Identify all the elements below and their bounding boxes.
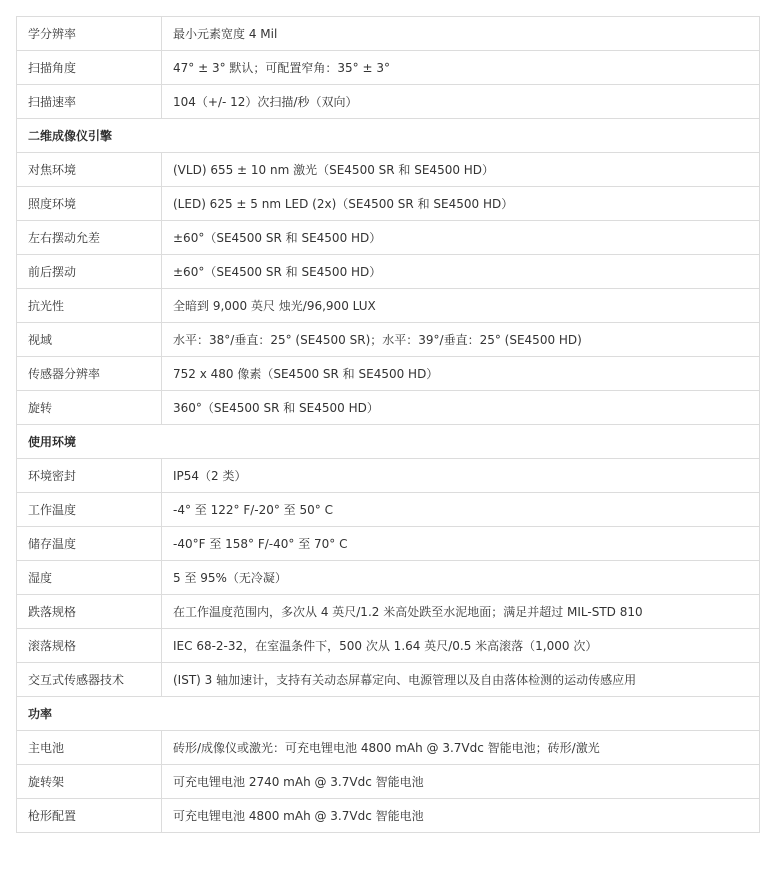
spec-value: 5 至 95%（无冷凝） bbox=[162, 561, 760, 595]
spec-row bbox=[17, 731, 760, 765]
spec-row bbox=[17, 765, 760, 799]
spec-label: 照度环境 bbox=[17, 187, 162, 221]
spec-label: 前后摆动 bbox=[17, 255, 162, 289]
spec-row bbox=[17, 51, 760, 85]
spec-label: 旋转架 bbox=[17, 765, 162, 799]
spec-value: 47° ± 3° 默认；可配置窄角：35° ± 3° bbox=[162, 51, 760, 85]
spec-label: 旋转 bbox=[17, 391, 162, 425]
spec-label: 对焦环境 bbox=[17, 153, 162, 187]
spec-row bbox=[17, 323, 760, 357]
spec-label: 湿度 bbox=[17, 561, 162, 595]
spec-value: ±60°（SE4500 SR 和 SE4500 HD） bbox=[162, 255, 760, 289]
spec-value: 104（+/- 12）次扫描/秒（双向） bbox=[162, 85, 760, 119]
spec-row bbox=[17, 493, 760, 527]
spec-row bbox=[17, 85, 760, 119]
spec-label: 视域 bbox=[17, 323, 162, 357]
spec-label: 左右摆动允差 bbox=[17, 221, 162, 255]
spec-value: 全暗到 9,000 英尺 烛光/96,900 LUX bbox=[162, 289, 760, 323]
spec-label: 储存温度 bbox=[17, 527, 162, 561]
section-title: 二维成像仪引擎 bbox=[17, 119, 760, 153]
spec-label: 主电池 bbox=[17, 731, 162, 765]
spec-row bbox=[17, 629, 760, 663]
spec-row bbox=[17, 391, 760, 425]
spec-label: 跌落规格 bbox=[17, 595, 162, 629]
spec-label: 交互式传感器技术 bbox=[17, 663, 162, 697]
spec-value: 可充电锂电池 4800 mAh @ 3.7Vdc 智能电池 bbox=[162, 799, 760, 833]
section-header-row bbox=[17, 119, 760, 153]
spec-value: (IST) 3 轴加速计，支持有关动态屏幕定向、电源管理以及自由落体检测的运动传感应用 bbox=[162, 663, 760, 697]
section-title: 使用环境 bbox=[17, 425, 760, 459]
section-title: 功率 bbox=[17, 697, 760, 731]
spec-table bbox=[16, 16, 760, 833]
section-header-row bbox=[17, 697, 760, 731]
spec-label: 枪形配置 bbox=[17, 799, 162, 833]
spec-row bbox=[17, 17, 760, 51]
spec-row bbox=[17, 255, 760, 289]
spec-label: 抗光性 bbox=[17, 289, 162, 323]
spec-row bbox=[17, 799, 760, 833]
spec-value: 最小元素宽度 4 Mil bbox=[162, 17, 760, 51]
spec-label: 扫描速率 bbox=[17, 85, 162, 119]
spec-row bbox=[17, 459, 760, 493]
spec-row bbox=[17, 663, 760, 697]
spec-value: (LED) 625 ± 5 nm LED (2x)（SE4500 SR 和 SE4500 HD） bbox=[162, 187, 760, 221]
spec-value: -4° 至 122° F/-20° 至 50° C bbox=[162, 493, 760, 527]
spec-row bbox=[17, 153, 760, 187]
spec-row bbox=[17, 561, 760, 595]
spec-row bbox=[17, 527, 760, 561]
spec-row bbox=[17, 187, 760, 221]
spec-label: 传感器分辨率 bbox=[17, 357, 162, 391]
spec-label: 滚落规格 bbox=[17, 629, 162, 663]
spec-label: 扫描角度 bbox=[17, 51, 162, 85]
spec-row bbox=[17, 357, 760, 391]
section-header-row bbox=[17, 425, 760, 459]
spec-row bbox=[17, 221, 760, 255]
spec-label: 环境密封 bbox=[17, 459, 162, 493]
spec-row bbox=[17, 289, 760, 323]
spec-value: 360°（SE4500 SR 和 SE4500 HD） bbox=[162, 391, 760, 425]
spec-value: ±60°（SE4500 SR 和 SE4500 HD） bbox=[162, 221, 760, 255]
spec-value: 752 x 480 像素（SE4500 SR 和 SE4500 HD） bbox=[162, 357, 760, 391]
spec-value: 水平：38°/垂直：25° (SE4500 SR)；水平：39°/垂直：25° (SE4500 HD) bbox=[162, 323, 760, 357]
spec-table-body bbox=[17, 17, 760, 833]
spec-value: IEC 68-2-32，在室温条件下，500 次从 1.64 英尺/0.5 米高滚落（1,000 次） bbox=[162, 629, 760, 663]
spec-row bbox=[17, 595, 760, 629]
spec-value: 在工作温度范围内，多次从 4 英尺/1.2 米高处跌至水泥地面；满足并超过 MIL-STD 810 bbox=[162, 595, 760, 629]
spec-label: 学分辨率 bbox=[17, 17, 162, 51]
spec-value: 砖形/成像仪或激光：可充电锂电池 4800 mAh @ 3.7Vdc 智能电池；砖形/激光 bbox=[162, 731, 760, 765]
spec-value: (VLD) 655 ± 10 nm 激光（SE4500 SR 和 SE4500 HD） bbox=[162, 153, 760, 187]
spec-label: 工作温度 bbox=[17, 493, 162, 527]
spec-value: -40°F 至 158° F/-40° 至 70° C bbox=[162, 527, 760, 561]
spec-value: IP54（2 类） bbox=[162, 459, 760, 493]
spec-value: 可充电锂电池 2740 mAh @ 3.7Vdc 智能电池 bbox=[162, 765, 760, 799]
